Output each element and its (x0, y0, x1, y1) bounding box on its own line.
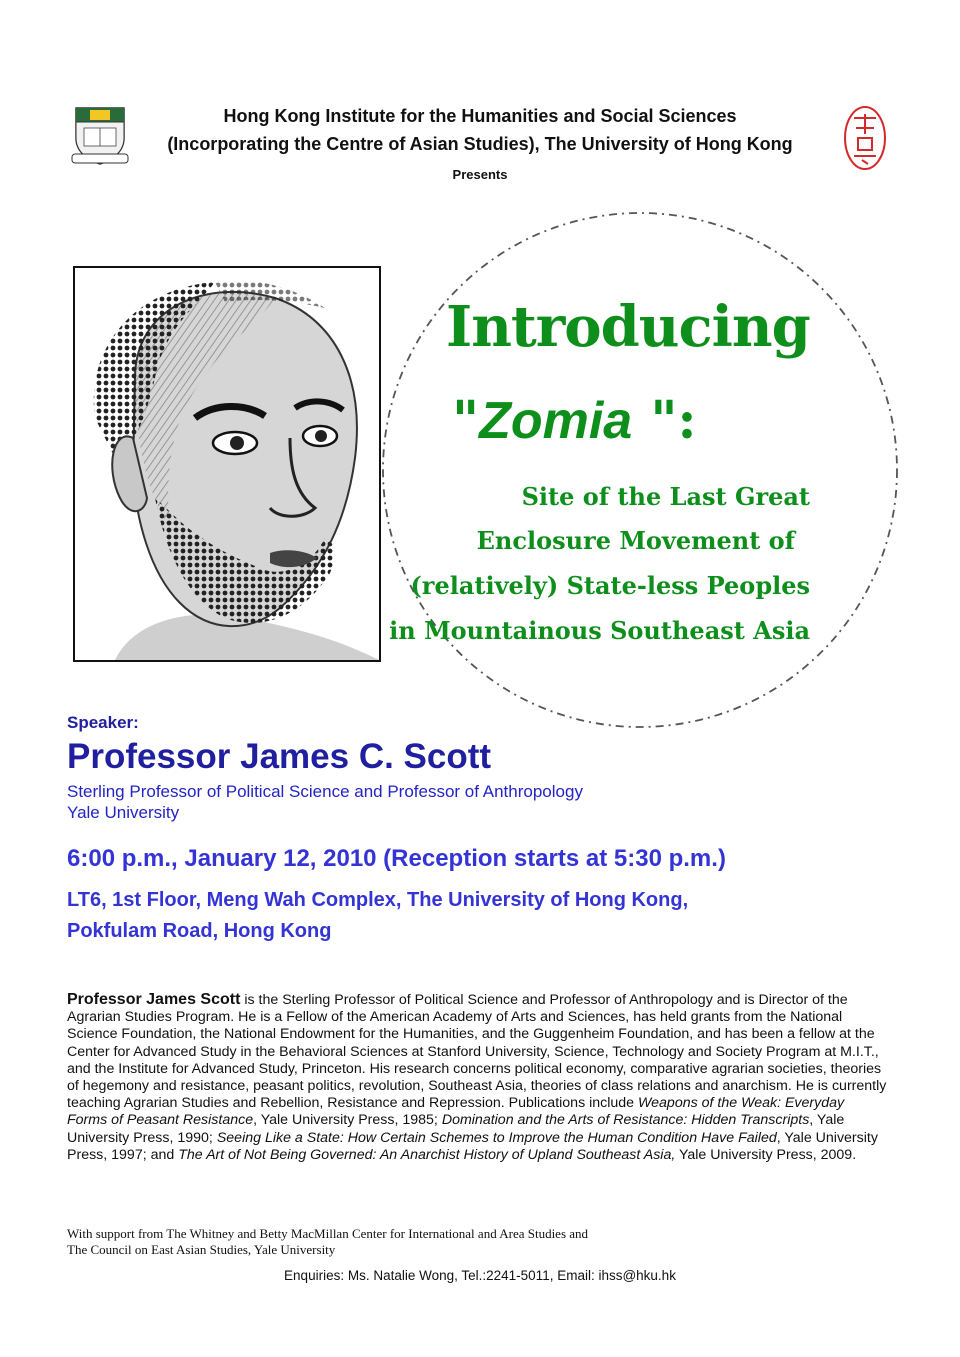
speaker-title-line-2: Yale University (67, 803, 180, 822)
event-venue-line-1: LT6, 1st Floor, Meng Wah Complex, The University of Hong Kong, (67, 889, 689, 911)
subtitle-line-2: Enclosure Movement of (476, 526, 795, 555)
enquiries-line: Enquiries: Ms. Natalie Wong, Tel.:2241-5011, Email: ihss@hku.hk (284, 1268, 676, 1283)
bio-text-4: , Yale University Press, 1997; and (67, 1129, 878, 1163)
support-line-2: The Council on East Asian Studies, Yale University (67, 1242, 336, 1257)
bio-text-5: Yale University Press, 2009. (675, 1146, 857, 1163)
header-line-2: (Incorporating the Centre of Asian Studies), The University of Hong Kong (167, 134, 793, 154)
subtitle-line-1: Site of the Last Great (521, 482, 810, 511)
bio-text-1: is the Sterling Professor of Political Science and Professor of Anthropology and is Director of the Agrarian Studies Program. He is a Fellow of the American Academy of Arts and Sciences, has held grants from the National Science Foundation, the National Endowment for the Humanities, and the Guggenheim Foundation, and has been a fellow at the Center for Advanced Study in the Behavioral Sciences at Stanford University, Science, Technology and Society Program at M.I.T., and the Institute for Advanced Study, Princeton. His research concerns political economy, comparative agrarian societies, theories of hegemony and resistance, peasant politics, revolution, Southeast Asia, theories of class relations and anarchism. He is currently teaching Agrarian Studies and Rebellion, Resistance and Repression. Publications include (67, 992, 887, 1112)
title-dashed-circle (380, 210, 900, 730)
event-datetime: 6:00 p.m., January 12, 2010 (Reception starts at 5:30 p.m.) (67, 845, 726, 872)
speaker-portrait-sketch (73, 266, 381, 662)
bio-text-3: , Yale University Press, 1990; (67, 1112, 845, 1146)
support-note (67, 1226, 588, 1258)
event-venue-line-2: Pokfulam Road, Hong Kong (67, 920, 332, 942)
title-quote-close: ": (632, 390, 697, 451)
bio-book-2: Domination and the Arts of Resistance: Hidden Transcripts (441, 1112, 810, 1129)
speaker-title-line-1: Sterling Professor of Political Science and Professor of Anthropology (67, 782, 583, 801)
subtitle-line-4: in Mountainous Southeast Asia (389, 616, 810, 645)
bio-lead: Professor James Scott (67, 991, 241, 1008)
title-introducing: Introducing (446, 294, 810, 360)
title-zomia-word: Zomia (479, 392, 633, 450)
title-quote-open: " (452, 390, 480, 451)
bio-text-2: , Yale University Press, 1985; (253, 1112, 442, 1129)
presents-label: Presents (452, 167, 508, 182)
header-line-1: Hong Kong Institute for the Humanities and Social Sciences (223, 106, 737, 126)
bio-book-1: Weapons of the Weak: Everyday Forms of Peasant Resistance (67, 1095, 845, 1129)
speaker-label: Speaker: (67, 713, 139, 732)
bio-book-3: Seeing Like a State: How Certain Schemes to Improve the Human Condition Have Failed (216, 1129, 777, 1146)
speaker-name: Professor James C. Scott (67, 737, 492, 776)
speaker-bio (67, 991, 887, 1164)
title-zomia (452, 390, 697, 451)
support-line-1: With support from The Whitney and Betty MacMillan Center for International and Area Studies and (67, 1226, 589, 1241)
subtitle-line-3: (relatively) State-less Peoples (410, 571, 810, 600)
bio-book-4: The Art of Not Being Governed: An Anarchist History of Upland Southeast Asia, (178, 1146, 676, 1163)
